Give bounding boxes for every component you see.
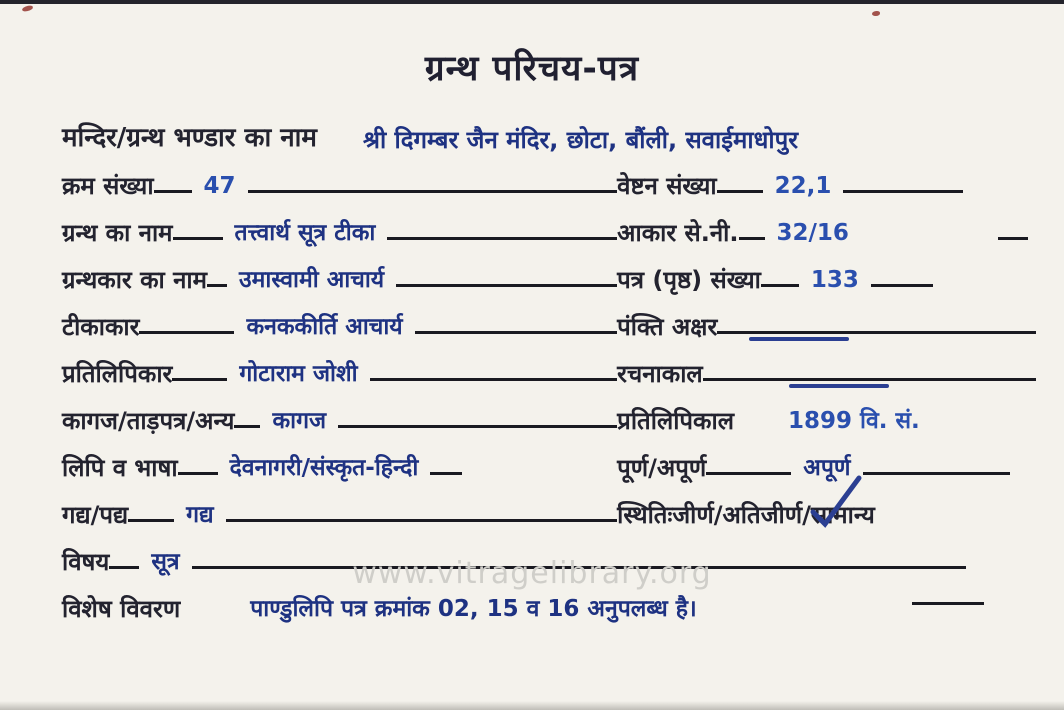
prose-value: गद्य	[186, 501, 214, 528]
handwritten-dash	[789, 384, 889, 388]
veshtan-label: वेष्टन संख्या	[617, 172, 717, 201]
row-bhandar	[0, 107, 1064, 159]
tikakar-label: टीकाकार	[62, 313, 140, 342]
special-label: विशेष विवरण	[62, 595, 181, 624]
prose-label: गद्य/पद्य	[62, 501, 129, 530]
scan-top-edge	[0, 0, 1064, 4]
scan-bottom-edge	[0, 701, 1064, 710]
rachnakal-label: रचनाकाल	[617, 360, 703, 389]
serial-value: 47	[203, 172, 236, 199]
tikakar-value: कनककीर्ति आचार्य	[246, 313, 403, 340]
row-script-completeness	[0, 441, 1064, 488]
pankti-label: पंक्ति अक्षर	[617, 313, 718, 342]
material-label: कागज/ताड़पत्र/अन्य	[62, 407, 235, 436]
row-name-size	[0, 206, 1064, 253]
watermark: www.vitragelibrary.org	[352, 556, 712, 591]
pratilipikar-value: गोटाराम जोशी	[239, 360, 358, 387]
subject-label: विषय	[62, 548, 110, 577]
size-label: आकार से.नी.	[617, 219, 739, 248]
special-value: पाण्डुलिपि पत्र क्रमांक 02, 15 व 16 अनुपलब्ध है।	[250, 595, 697, 622]
handwritten-dash	[749, 337, 849, 341]
pages-value: 133	[810, 266, 859, 293]
serial-label: क्रम संख्या	[62, 172, 154, 201]
granth-name-label: ग्रन्थ का नाम	[62, 219, 173, 248]
material-value: कागज	[272, 407, 327, 434]
subject-value: सूत्र	[151, 548, 180, 575]
row-author-pages	[0, 253, 1064, 300]
script-lang-value: देवनागरी/संस्कृत-हिन्दी	[229, 454, 419, 481]
author-label: ग्रन्थकार का नाम	[62, 266, 207, 295]
pratilipikal-label: प्रतिलिपिकाल	[617, 407, 734, 436]
veshtan-value: 22,1	[774, 172, 832, 199]
row-material-pratilipikal	[0, 394, 1064, 441]
page-title: ग्रन्थ परिचय-पत्र	[424, 49, 640, 89]
row-tikakar-pankti	[0, 300, 1064, 347]
row-pratilipikar-rachnakal	[0, 347, 1064, 394]
bhandar-value: श्री दिगम्बर जैन मंदिर, छोटा, बौंली, सवाईमाधोपुर	[362, 126, 799, 155]
pages-label: पत्र (पृष्ठ) संख्या	[617, 266, 761, 295]
row-serial-veshtan	[0, 159, 1064, 206]
row-prose-condition	[0, 488, 1064, 535]
completeness-label: पूर्ण/अपूर्ण	[617, 454, 707, 483]
author-value: उमास्वामी आचार्य	[239, 266, 385, 293]
completeness-value: अपूर्ण	[803, 454, 851, 481]
size-value: 32/16	[776, 219, 849, 246]
bhandar-label: मन्दिर/ग्रन्थ भण्डार का नाम	[62, 123, 317, 154]
pratilipikal-value: 1899 वि. सं.	[787, 407, 920, 434]
script-lang-label: लिपि व भाषा	[62, 454, 178, 483]
condition-label: स्थितिःजीर्ण/अतिजीर्ण/सामान्य	[617, 502, 875, 535]
condition-ticked-option: सामान्य	[810, 501, 875, 530]
pratilipikar-label: प्रतिलिपिकार	[62, 360, 173, 389]
granth-name-value: तत्त्वार्थ सूत्र टीका	[234, 219, 376, 246]
